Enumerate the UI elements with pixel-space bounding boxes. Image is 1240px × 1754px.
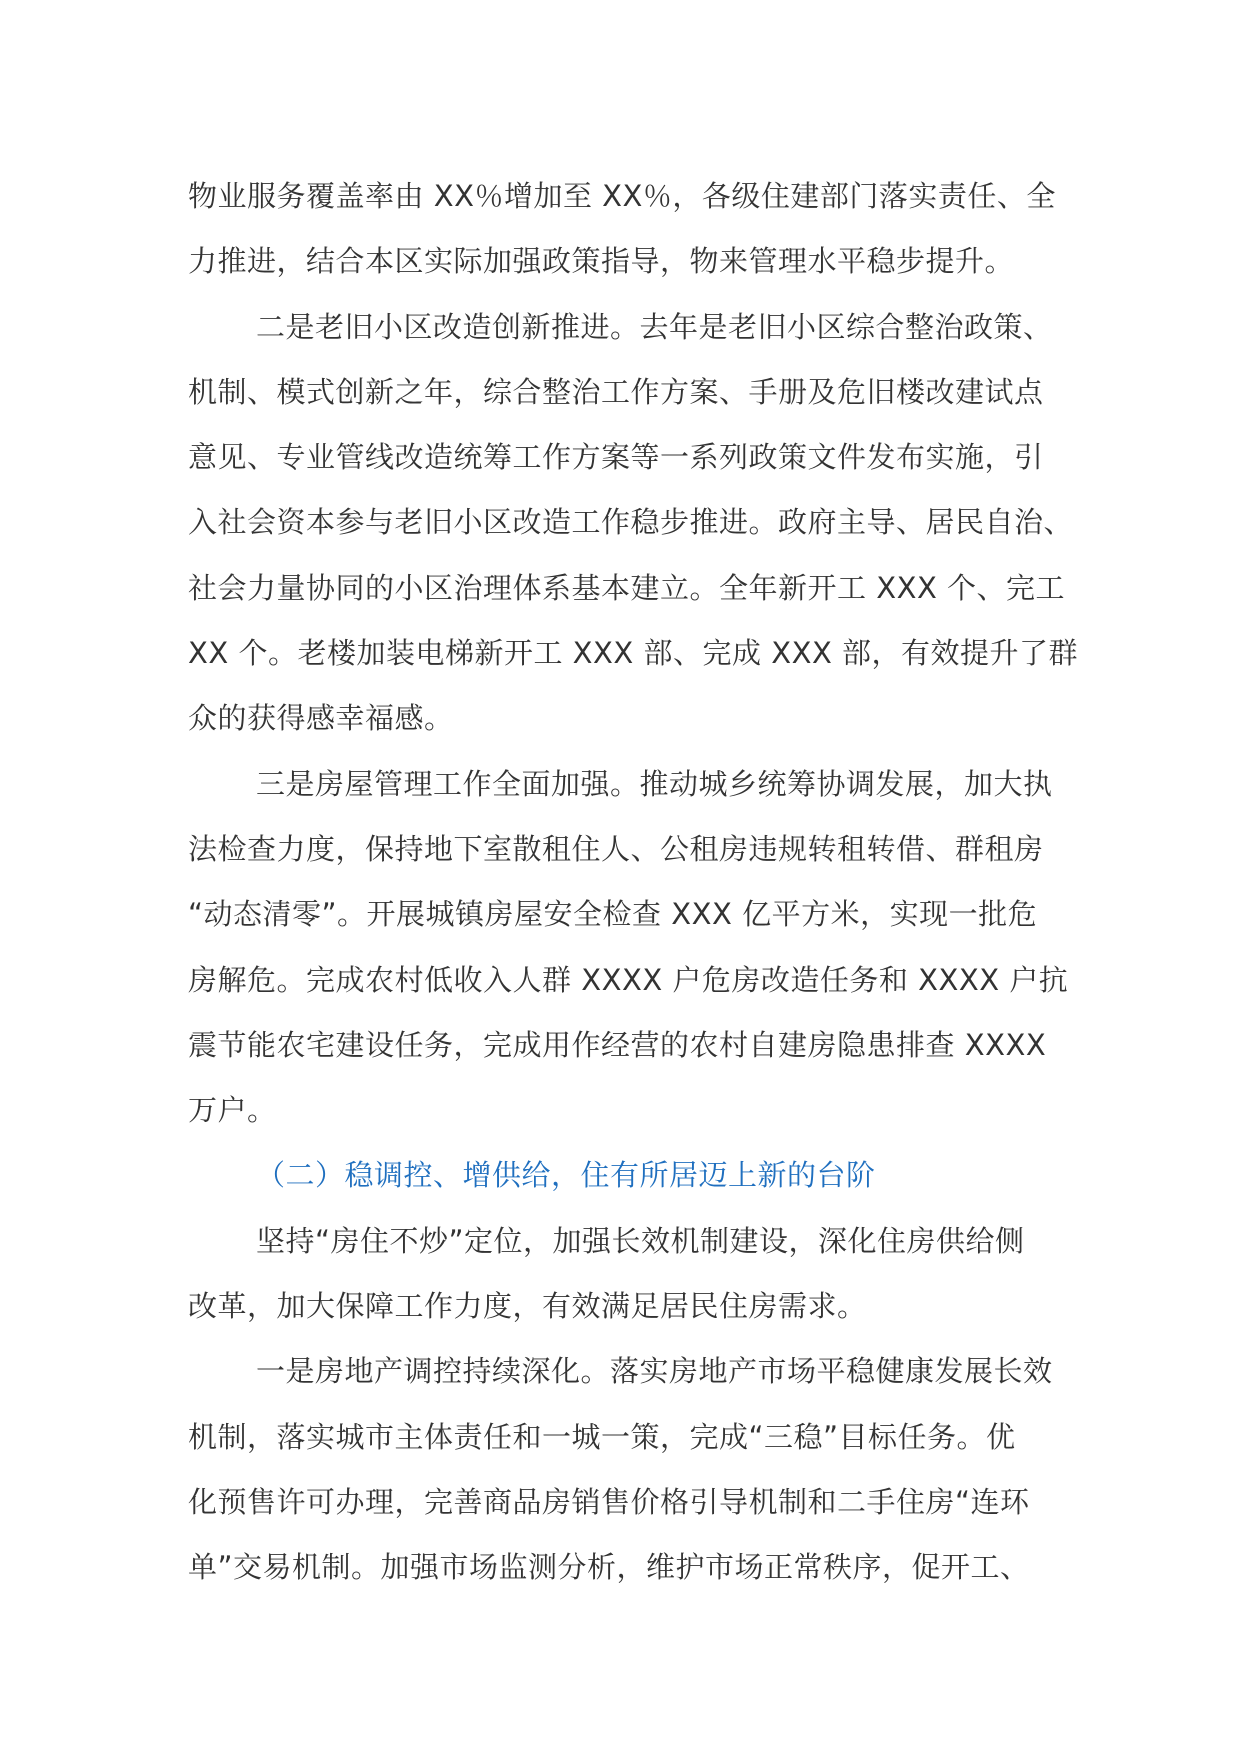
text-line-11: 法检查力度，保持地下室散租住人、公租房违规转租转借、群租房 <box>188 831 1044 866</box>
paragraph-start-housing-policy: 坚持“房住不炒”定位，加强长效机制建设，深化住房供给侧 <box>256 1223 1025 1258</box>
text-line-1: 物业服务覆盖率由 XX％增加至 XX％，各级住建部门落实责任、全 <box>188 179 1056 213</box>
text-line-8: XX 个。老楼加装电梯新开工 XXX 部、完成 XXX 部，有效提升了群 <box>188 636 1079 671</box>
text-line-5: 意见、专业管线改造统筹工作方案等一系列政策文件发布实施，引 <box>188 440 1044 475</box>
section-heading: （二）稳调控、增供给，住有所居迈上新的台阶 <box>256 1158 876 1193</box>
text-line-21: 化预售许可办理，完善商品房销售价格引导机制和二手住房“连环 <box>188 1484 1030 1519</box>
text-line-6: 入社会资本参与老旧小区改造工作稳步推进。政府主导、居民自治、 <box>188 505 1074 540</box>
paragraph-start-real-estate-regulation: 一是房地产调控持续深化。落实房地产市场平稳健康发展长效 <box>256 1354 1053 1389</box>
text-line-12: “动态清零”。开展城镇房屋安全检查 XXX 亿平方米，实现一批危 <box>188 897 1038 932</box>
text-line-13: 房解危。完成农村低收入人群 XXXX 户危房改造任务和 XXXX 户抗 <box>188 962 1069 997</box>
text-line-4: 机制、模式创新之年，综合整治工作方案、手册及危旧楼改建试点 <box>188 374 1044 409</box>
text-line-20: 机制，落实城市主体责任和一城一策，完成“三稳”目标任务。优 <box>188 1419 1016 1454</box>
text-line-18: 改革，加大保障工作力度，有效满足居民住房需求。 <box>188 1289 867 1324</box>
text-line-2: 力推进，结合本区实际加强政策指导，物来管理水平稳步提升。 <box>188 244 1015 279</box>
paragraph-start-housing-management: 三是房屋管理工作全面加强。推动城乡统筹协调发展，加大执 <box>256 766 1053 801</box>
document-body <box>188 164 1079 1601</box>
paragraph-start-old-community-renovation: 二是老旧小区改造创新推进。去年是老旧小区综合整治政策、 <box>256 309 1053 344</box>
text-line-22: 单”交易机制。加强市场监测分析，维护市场正常秩序，促开工、 <box>188 1550 1030 1585</box>
text-line-15: 万户。 <box>188 1093 277 1128</box>
text-line-7: 社会力量协同的小区治理体系基本建立。全年新开工 XXX 个、完工 <box>188 570 1066 605</box>
text-line-14: 震节能农宅建设任务，完成用作经营的农村自建房隐患排查 XXXX <box>188 1027 1047 1062</box>
text-line-9: 众的获得感幸福感。 <box>188 701 454 736</box>
